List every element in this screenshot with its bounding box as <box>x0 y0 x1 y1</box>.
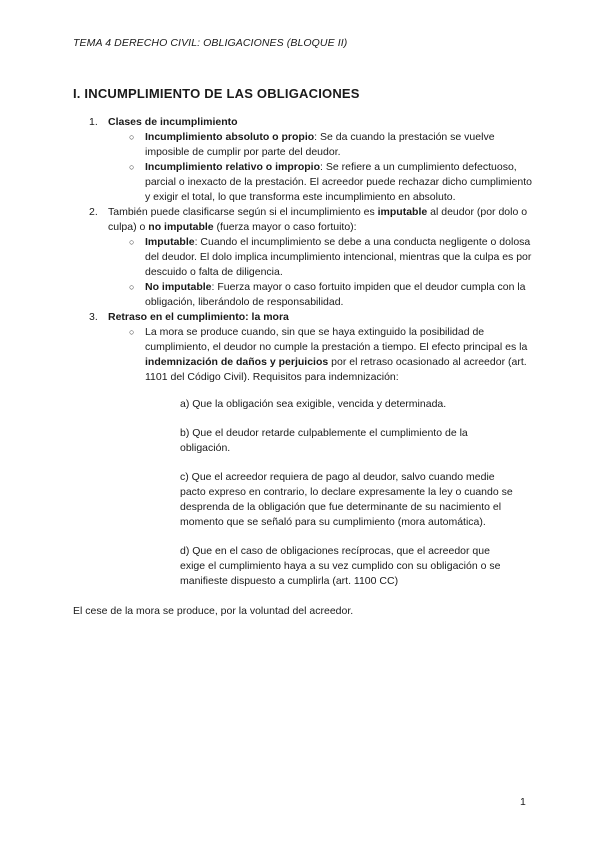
sub-item-relativo <box>73 160 533 205</box>
term: Incumplimiento absoluto o propio <box>145 131 315 143</box>
sub-item-mora <box>73 325 533 385</box>
closing-paragraph: El cese de la mora se produce, por la voluntad del acreedor. <box>73 605 354 617</box>
circle-bullet-icon: ○ <box>129 282 135 292</box>
definition: : Cuando el incumplimiento se debe a una conducta negligente o dolosa del deudor. El dolo implica incumplimiento intencional, mientras que la culpa es por descuido o falta de diligencia. <box>145 236 532 278</box>
term: No imputable <box>145 281 212 293</box>
requirement-a: a) Que la obligación sea exigible, vencida y determinada. <box>180 398 447 410</box>
circle-bullet-icon: ○ <box>129 162 135 172</box>
term: indemnización de daños y perjuicios <box>145 356 329 368</box>
text: al deudor (por dolo o culpa) o <box>108 206 528 233</box>
definition: : Fuerza mayor o caso fortuito impiden que el deudor cumpla con la obligación, liberándolo de responsabilidad. <box>145 281 526 308</box>
item-heading: Clases de incumplimiento <box>108 116 238 128</box>
sub-item-no-imputable <box>73 280 533 310</box>
list-item-2 <box>73 205 533 235</box>
document-body <box>73 115 533 619</box>
sub-item-imputable <box>73 235 533 280</box>
text: También puede clasificarse según si el incumplimiento es <box>108 206 378 218</box>
term: imputable <box>377 206 428 218</box>
list-number: 3. <box>89 311 98 323</box>
circle-bullet-icon: ○ <box>129 132 135 142</box>
list-item-1 <box>73 115 533 130</box>
list-item-3 <box>73 310 533 325</box>
term: Imputable <box>145 236 195 248</box>
requirement-b: b) Que el deudor retarde culpablemente el cumplimiento de la obligación. <box>180 427 468 454</box>
definition: : Se da cuando la prestación se vuelve imposible de cumplir por parte del deudor. <box>145 131 495 158</box>
item-heading: Retraso en el cumplimiento: la mora <box>108 311 289 323</box>
term: Incumplimiento relativo o impropio <box>145 161 321 173</box>
definition: : Se refiere a un cumplimiento defectuoso, parcial o inexacto de la prestación. El acreedor puede rechazar dicho cumplimiento y exigir el total, lo que transforma este incumplimiento en absoluto. <box>145 161 532 203</box>
page-header: TEMA 4 DERECHO CIVIL: OBLIGACIONES (BLOQUE II) <box>73 37 348 49</box>
sub-item-absoluto <box>73 130 533 160</box>
text: La mora se produce cuando, sin que se haya extinguido la posibilidad de cumplimiento, el deudor no cumple la prestación a tiempo. El efecto principal es la <box>145 326 528 353</box>
requirement-c: c) Que el acreedor requiera de pago al deudor, salvo cuando medie pacto expreso en contrario, lo declare expresamente la ley o cuando se desprenda de la obligación que fue determinante de su nacimiento el momento que se señaló para su cumplimiento (mora automática). <box>180 471 513 528</box>
list-number: 1. <box>89 116 98 128</box>
term: no imputable <box>148 221 214 233</box>
text: por el retraso ocasionado al acreedor (art. 1101 del Código Civil). Requisitos para indemnización: <box>145 356 527 383</box>
requirement-d: d) Que en el caso de obligaciones recíprocas, que el acreedor que exige el cumplimiento haya a su vez cumplido con su obligación o se manifieste dispuesto a cumplirla (art. 1100 CC) <box>180 545 501 587</box>
page-number: 1 <box>520 796 526 808</box>
circle-bullet-icon: ○ <box>129 237 135 247</box>
circle-bullet-icon: ○ <box>129 327 135 337</box>
list-number: 2. <box>89 206 98 218</box>
section-title: I. INCUMPLIMIENTO DE LAS OBLIGACIONES <box>73 86 360 101</box>
text: (fuerza mayor o caso fortuito): <box>213 221 357 233</box>
